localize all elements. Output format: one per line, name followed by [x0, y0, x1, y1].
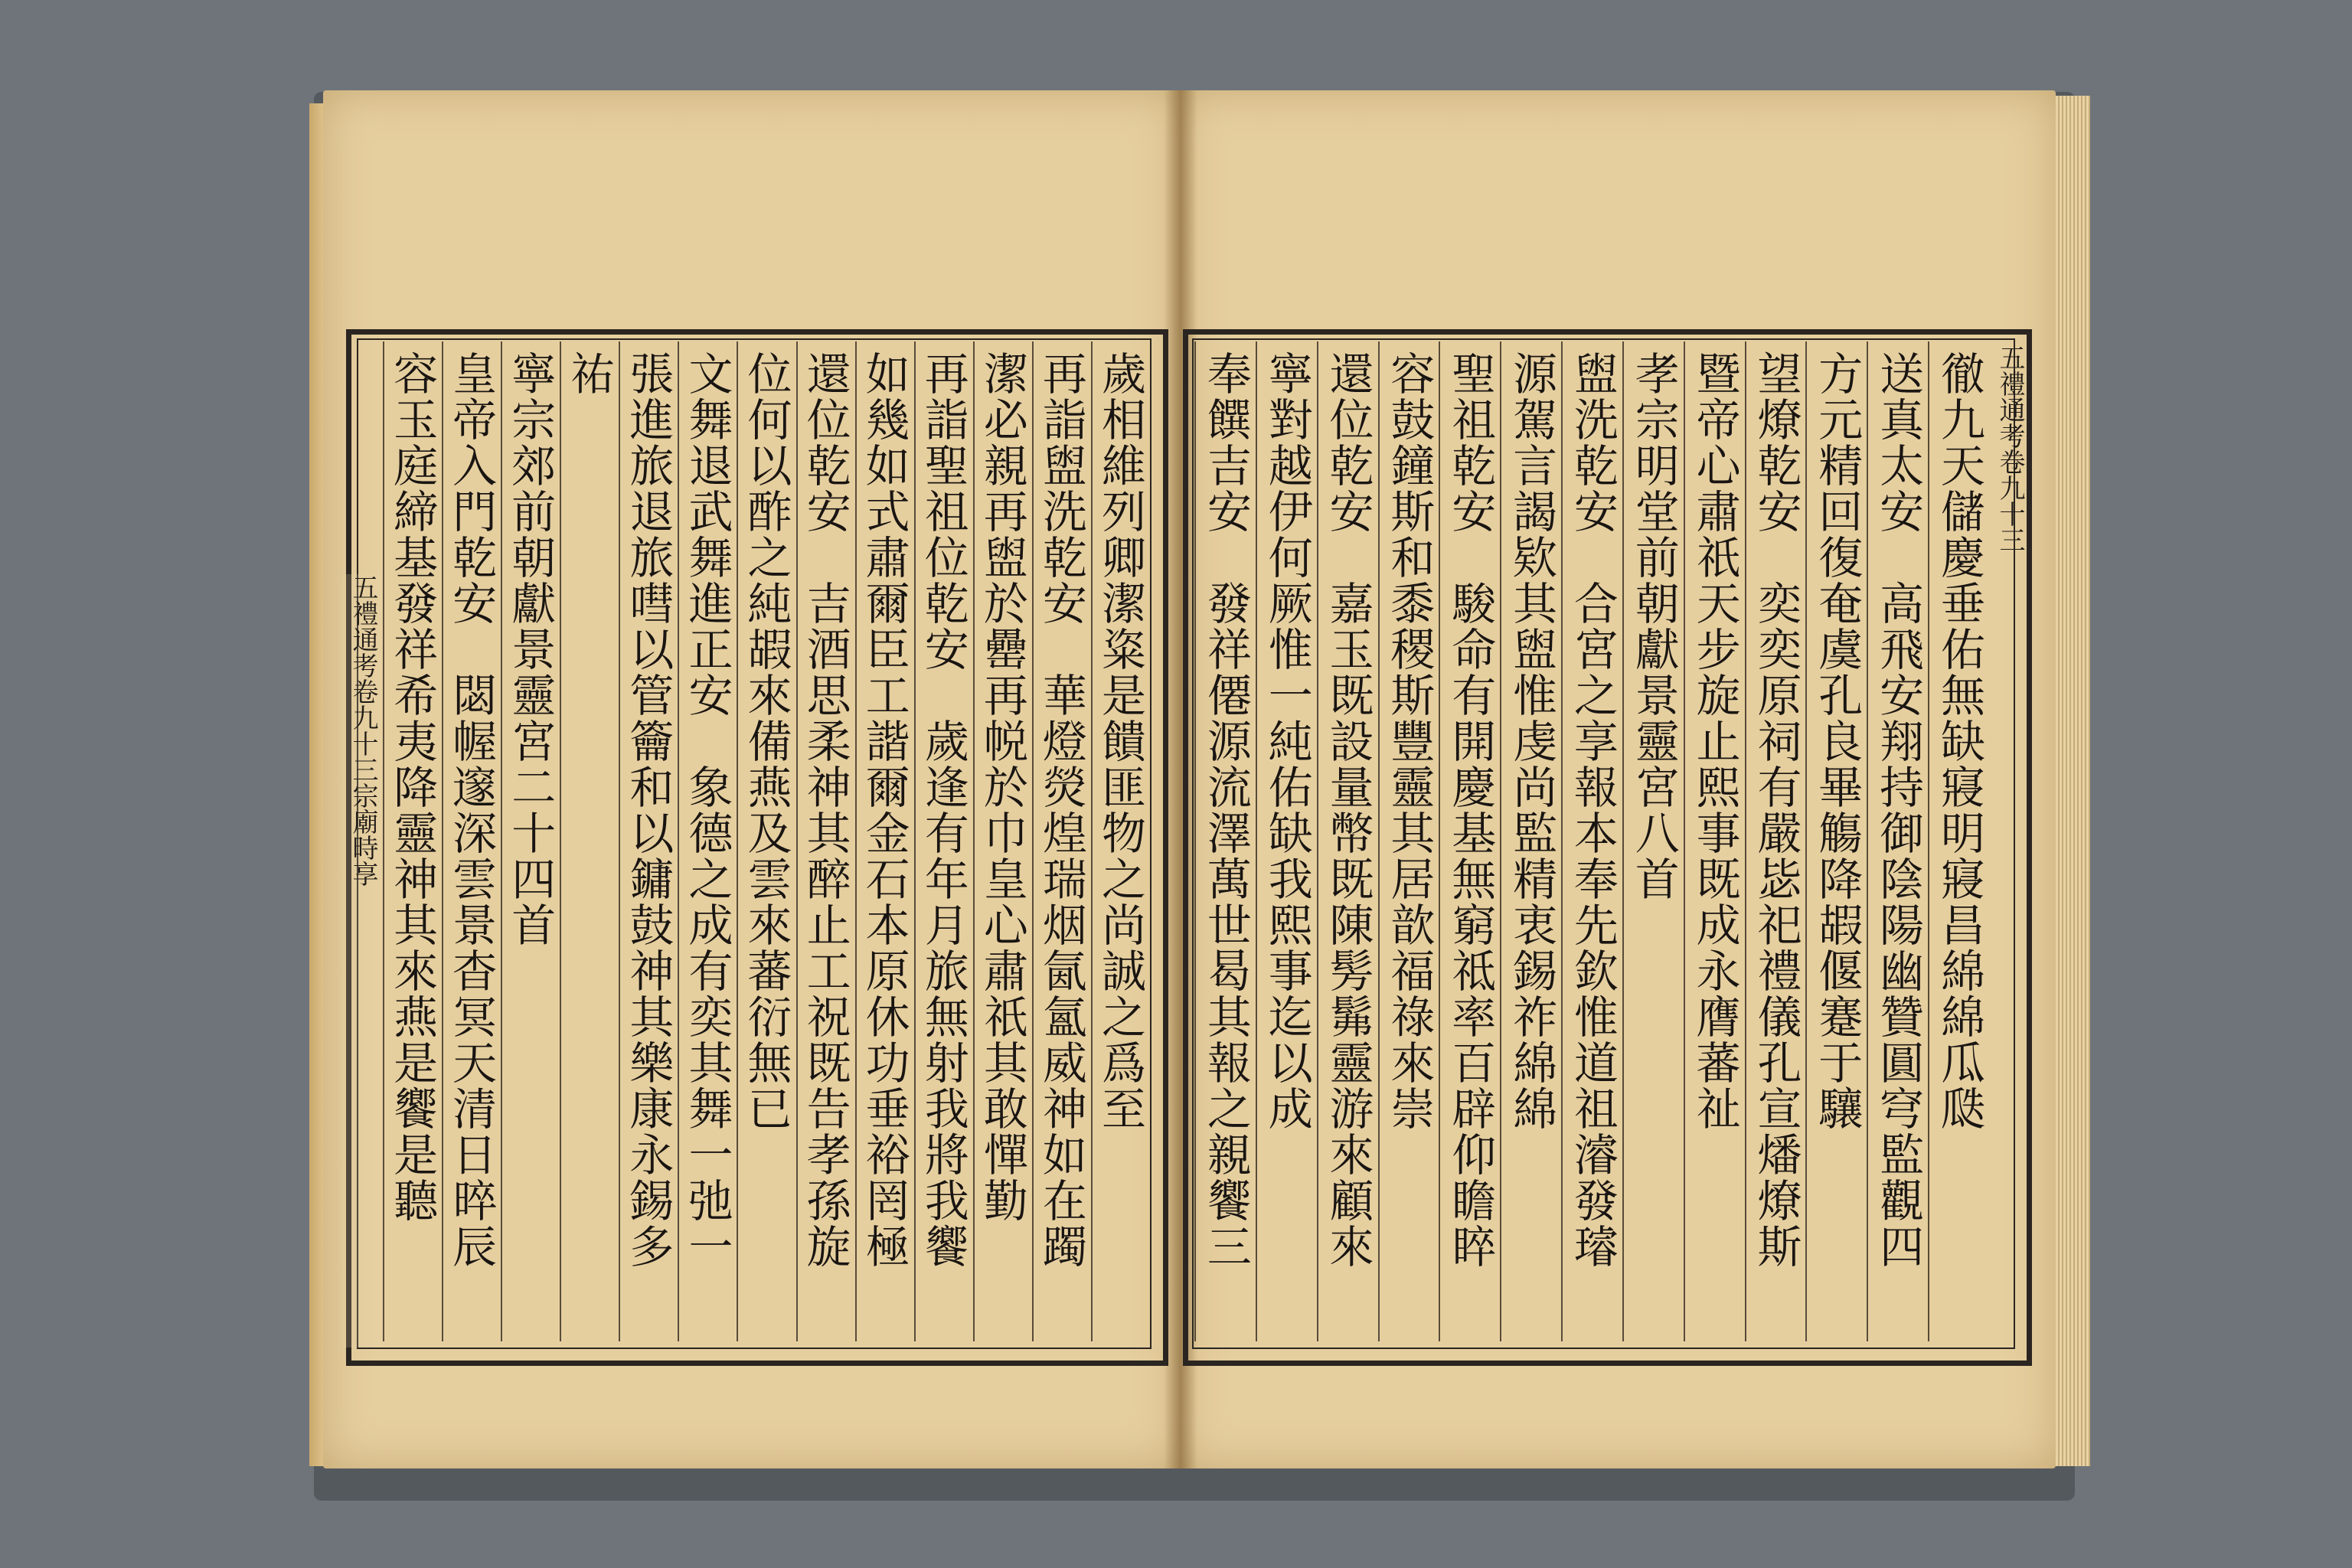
right-column-6: 孝宗明堂前朝獻景靈宮八首 [1622, 341, 1684, 1341]
left-column-8: 文舞退武舞進正安 象德之成有奕其舞一弛一 [678, 341, 737, 1341]
left-column-4: 再詣聖祖位乾安 歲逢有年月旅無射我將我饗 [914, 341, 973, 1341]
left-column-2: 再詣盥洗乾安 華燈熒煌瑞烟氤氳威神如在躅 [1032, 341, 1091, 1341]
right-column-3: 方元精回復奄虞孔良畢觴降嘏偃蹇于驤 [1805, 341, 1867, 1341]
right-column-13: 奉饌吉安 發祥僊源流澤萬世曷其報之親饗三 [1194, 341, 1256, 1341]
left-column-10: 祐 [560, 341, 619, 1341]
left-column-13: 容玉庭締基發祥希夷降靈神其來燕是饗是聽 [383, 341, 442, 1341]
left-column-5: 如幾如式肅爾臣工諧爾金石本原休功垂裕罔極 [855, 341, 914, 1341]
right-column-12: 寧對越伊何厥惟一純佑缺我熙事迄以成 [1256, 341, 1317, 1341]
spine-title-left: 五禮通考卷九十三宗廟時享 [348, 574, 378, 887]
right-column-9: 聖祖乾安 駿命有開慶基無窮祗率百辟仰瞻睟 [1439, 341, 1500, 1341]
right-column-5: 暨帝心肅祇天步旋止熙事既成永膺蕃祉 [1684, 341, 1745, 1341]
left-column-11: 寧宗郊前朝獻景靈宮二十四首 [501, 341, 560, 1341]
right-column-4: 望燎乾安 奕奕原祠有嚴毖祀禮儀孔宣燔燎斯 [1745, 341, 1806, 1341]
right-column-8: 源駕言謁欵其盥惟虔尚監精衷錫祚綿綿 [1500, 341, 1561, 1341]
left-column-3: 潔必親再盥於罍再帨於巾皇心肅祇其敢憚勤 [973, 341, 1032, 1341]
left-column-9: 張進旅退旅嘒以管籥和以鏞鼓神其樂康永錫多 [619, 341, 678, 1341]
left-column-7: 位何以酢之純嘏來備燕及雲來蕃衍無已 [737, 341, 795, 1341]
left-spine-label [342, 574, 382, 1348]
right-column-2: 送真太安 高飛安翔持御陰陽幽贊圓穹監觀四 [1867, 341, 1928, 1341]
right-column-7: 盥洗乾安 合宮之享報本奉先欽惟道祖濬發璿 [1561, 341, 1622, 1341]
left-column-12: 皇帝入門乾安 閟幄邃深雲景杳冥天清日晬辰 [442, 341, 501, 1341]
right-spine-label [1991, 345, 2027, 1348]
right-column-11: 還位乾安 嘉玉既設量幣既陳髣髴靈游來顧來 [1317, 341, 1378, 1341]
left-column-1: 歲相維列卿潔粢是饋匪物之尚誠之爲至 [1091, 341, 1150, 1341]
right-column-1: 徹九天儲慶垂佑無缺寢明寢昌綿綿瓜瓞 [1928, 341, 1989, 1341]
right-column-10: 容鼓鐘斯和黍稷斯豐靈其居歆福祿來崇 [1378, 341, 1439, 1341]
spine-title-right: 五禮通考卷九十三 [1994, 345, 2025, 553]
left-column-6: 還位乾安 吉酒思柔神其醉止工祝既告孝孫旋 [796, 341, 855, 1341]
